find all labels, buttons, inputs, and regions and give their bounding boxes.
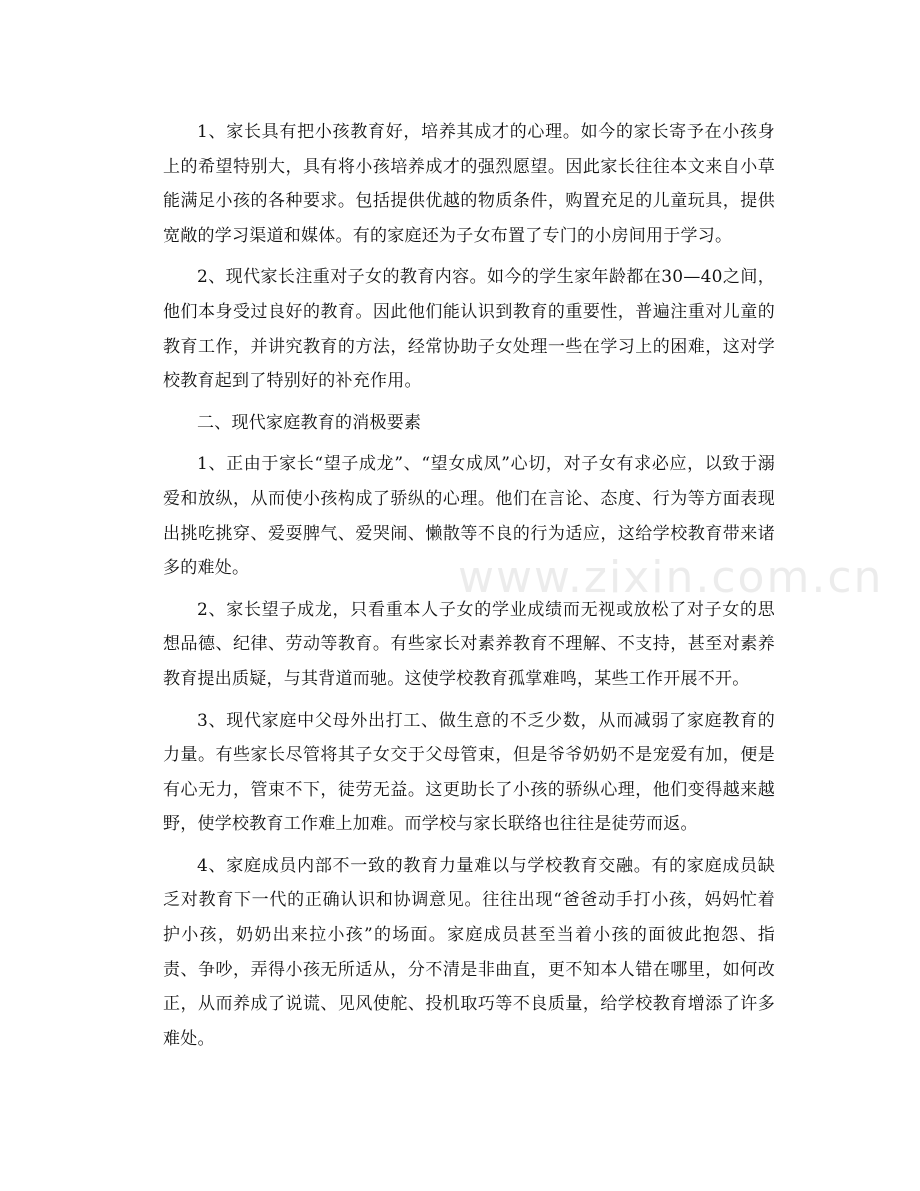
paragraph-5: 3、现代家庭中父母外出打工、做生意的不乏少数，从而减弱了家庭教育的力量。有些家长尽管将其子女交于父母管束，但是爷爷奶奶不是宠爱有加，便是有心无力，管束不下，徒劳无益。这更助长了小孩的骄纵心理，他们变得越来越野，使学校教育工作难上加难。而学校与家长联络也往往是徒劳而返。 [163, 710, 775, 835]
paragraph-4: 2、家长望子成龙，只看重本人子女的学业成绩而无视或放松了对子女的思想品德、纪律、劳动等教育。有些家长对素养教育不理解、不支持，甚至对素养教育提出质疑，与其背道而驰。这使学校教育孤掌难鸣，某些工作开展不开。 [163, 599, 775, 689]
paragraph-2: 2、现代家长注重对子女的教育内容。如今的学生家年龄都在30—40之间，他们本身受过良好的教育。因此他们能认识到教育的重要性，普遍注重对儿童的教育工作，并讲究教育的方法，经常协助子女处理一些在学习上的困难，这对学校教育起到了特别好的补充作用。 [163, 267, 775, 392]
paragraph-6: 4、家庭成员内部不一致的教育力量难以与学校教育交融。有的家庭成员缺乏对教育下一代的正确认识和协调意见。往往出现“爸爸动手打小孩，妈妈忙着护小孩，奶奶出来拉小孩”的场面。家庭成员甚至当着小孩的面彼此抱怨、指责、争吵，弄得小孩无所适从，分不清是非曲直，更不知本人错在哪里，如何改正，从而养成了说谎、见风使舵、投机取巧等不良质量，给学校教育增添了许多难处。 [163, 855, 775, 1049]
watermark: www.zixin.com.cn [458, 552, 884, 603]
section-heading: 二、现代家庭教育的消极要素 [197, 412, 422, 433]
paragraph-3: 1、正由于家长“望子成龙”、“望女成凤”心切，对子女有求必应，以致于溺爱和放纵，从而使小孩构成了骄纵的心理。他们在言论、态度、行为等方面表现出挑吃挑穿、爱耍脾气、爱哭闹、懒散等不良的行为适应，这给学校教育带来诸多的难处。 [163, 454, 775, 579]
document-body [163, 115, 775, 1063]
paragraph-1: 1、家长具有把小孩教育好，培养其成才的心理。如今的家长寄予在小孩身上的希望特别大，具有将小孩培养成才的强烈愿望。因此家长往往本文来自小草能满足小孩的各种要求。包括提供优越的物质条件，购置充足的儿童玩具，提供宽敞的学习渠道和媒体。有的家庭还为子女布置了专门的小房间用于学习。 [163, 122, 775, 246]
